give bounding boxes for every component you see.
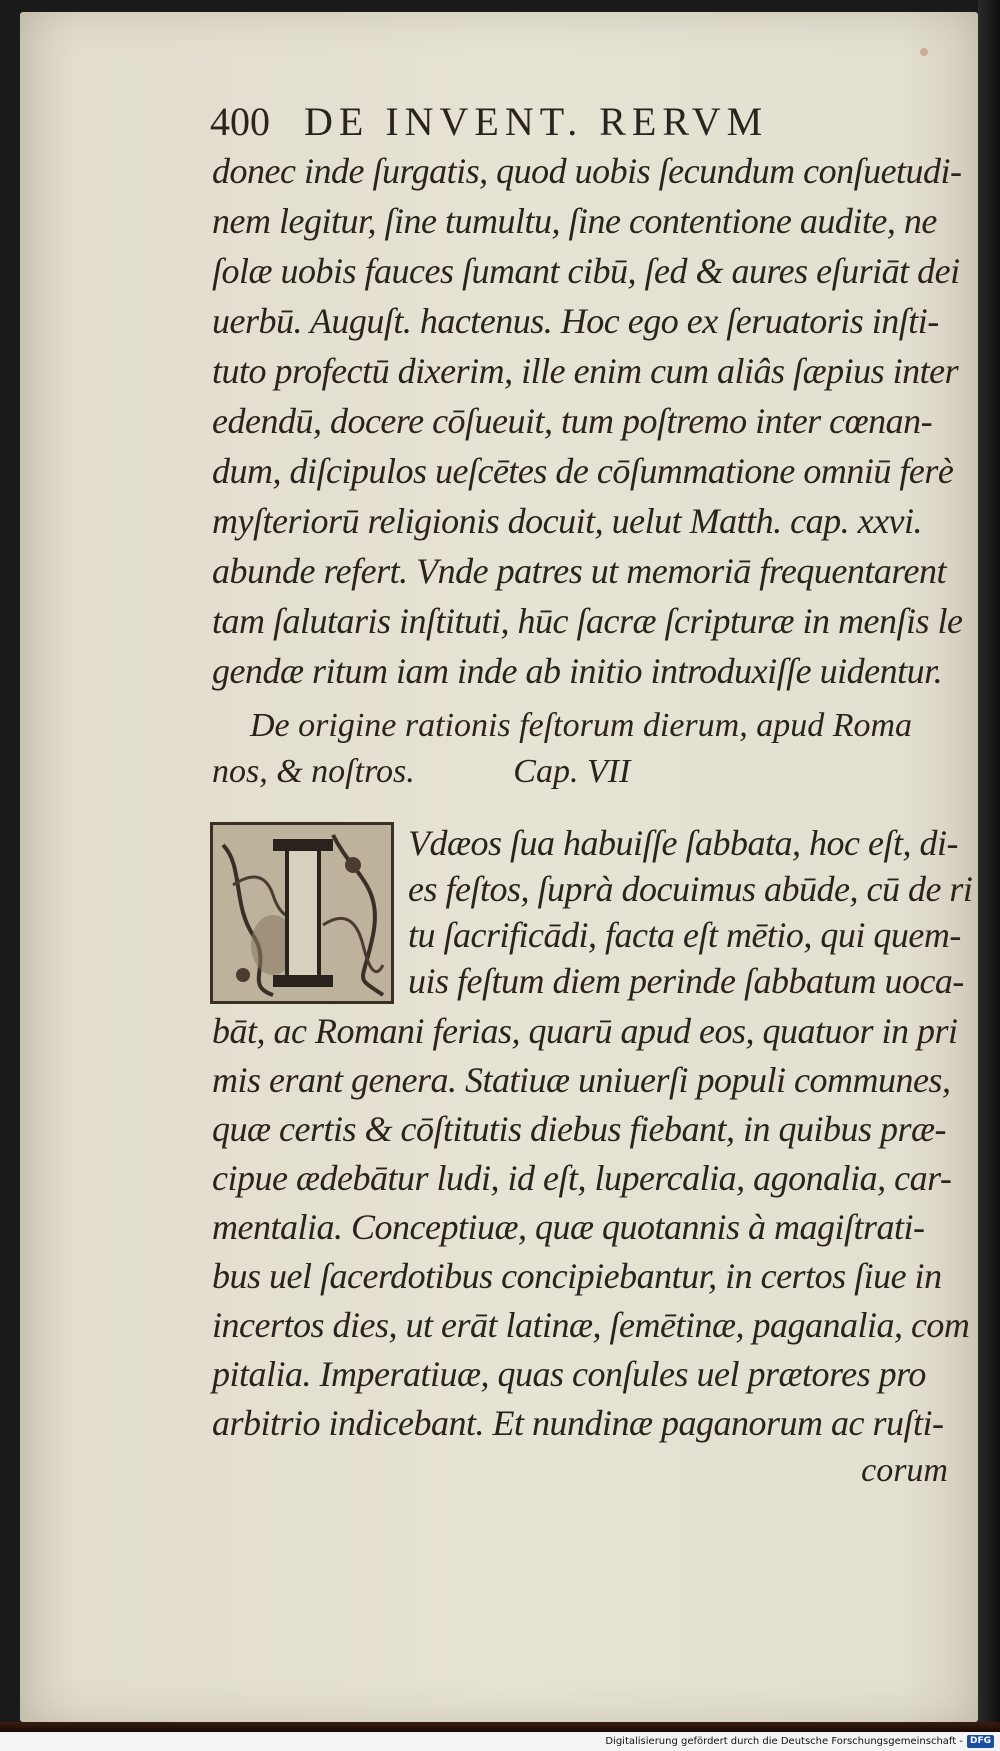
text-line: mentalia. Conceptiuæ, quæ quotannis à magiſtrati- bbox=[212, 1207, 925, 1247]
text-line: nem legitur, ſine tumultu, ſine contentione audite, ne bbox=[212, 201, 937, 241]
text-line: bāt, ac Romani ferias, quarū apud eos, quatuor in pri bbox=[212, 1011, 958, 1051]
chapter-heading-line-2 bbox=[212, 749, 912, 795]
paper-stain bbox=[920, 48, 928, 56]
running-head-title: DE INVENT. RERVM bbox=[304, 99, 769, 144]
text-line: cipue ædebātur ludi, id eſt, lupercalia, agonalia, car- bbox=[212, 1158, 952, 1198]
text-line: es feſtos, ſuprà docuimus abūde, cū de ri bbox=[408, 869, 973, 909]
text-line: abunde refert. Vnde patres ut memoriā frequentarent bbox=[212, 551, 947, 591]
text-line: tuto profectū dixerim, ille enim cum aliâs ſæpius inter bbox=[212, 351, 959, 391]
text-line: edendū, docere cōſueuit, tum poſtremo inter cœnan- bbox=[212, 401, 933, 441]
scan-edge-right bbox=[978, 0, 1000, 1725]
dfg-logo: DFG bbox=[967, 1735, 994, 1748]
text-line: donec inde ſurgatis, quod uobis ſecundum conſuetudi- bbox=[212, 151, 962, 191]
text-line: quæ certis & cōſtitutis diebus fiebant, in quibus præ- bbox=[212, 1109, 946, 1149]
decorated-initial bbox=[210, 822, 394, 1004]
page-number: 400 bbox=[210, 99, 270, 144]
text-line: bus uel ſacerdotibus concipiebantur, in certos ſiue in bbox=[212, 1256, 942, 1296]
text-line: tu ſacrificādi, facta eſt mētio, qui quem- bbox=[408, 915, 961, 955]
text-line: gendæ ritum iam inde ab initio introduxiſſe uidentur. bbox=[212, 651, 943, 691]
text-line: uerbū. Auguſt. hactenus. Hoc ego ex ſeruatoris inſti- bbox=[212, 301, 939, 341]
decorated-initial-illustration bbox=[213, 825, 391, 1001]
text-line: ſolæ uobis fauces ſumant cibū, ſed & aures eſuriāt dei bbox=[212, 251, 960, 291]
chapter-number: Cap. VII bbox=[513, 753, 631, 790]
credit-text: Digitalisierung gefördert durch die Deutsche Forschungsgemeinschaft - bbox=[605, 1736, 963, 1747]
chapter-heading-line-1: De origine rationis feſtorum dierum, apud Roma bbox=[250, 707, 913, 744]
catchword: corum bbox=[861, 1452, 948, 1489]
text-line: myſteriorū religionis docuit, uelut Matth. cap. xxvi. bbox=[212, 501, 923, 541]
text-line: uis feſtum diem perinde ſabbatum uoca- bbox=[408, 961, 964, 1001]
chapter-heading-text: nos, & noſtros. bbox=[212, 753, 415, 790]
running-head bbox=[210, 98, 910, 148]
text-line: tam ſalutaris inſtituti, hūc ſacræ ſcripturæ in menſis le bbox=[212, 601, 963, 641]
text-line: mis erant genera. Statiuæ uniuerſi populi communes, bbox=[212, 1060, 951, 1100]
scan-edge-bottom bbox=[0, 1722, 1000, 1732]
text-line: incertos dies, ut erāt latinæ, ſemētinæ, paganalia, com bbox=[212, 1305, 970, 1345]
text-line: pitalia. Imperatiuæ, quas conſules uel prætores pro bbox=[212, 1354, 926, 1394]
text-line: Vdæos ſua habuiſſe ſabbata, hoc eſt, di- bbox=[408, 823, 958, 863]
text-line: dum, diſcipulos ueſcētes de cōſummatione omniū ferè bbox=[212, 451, 954, 491]
digitization-credit bbox=[605, 1734, 994, 1749]
text-line: arbitrio indicebant. Et nundinæ paganorum ac ruſti- bbox=[212, 1403, 944, 1443]
